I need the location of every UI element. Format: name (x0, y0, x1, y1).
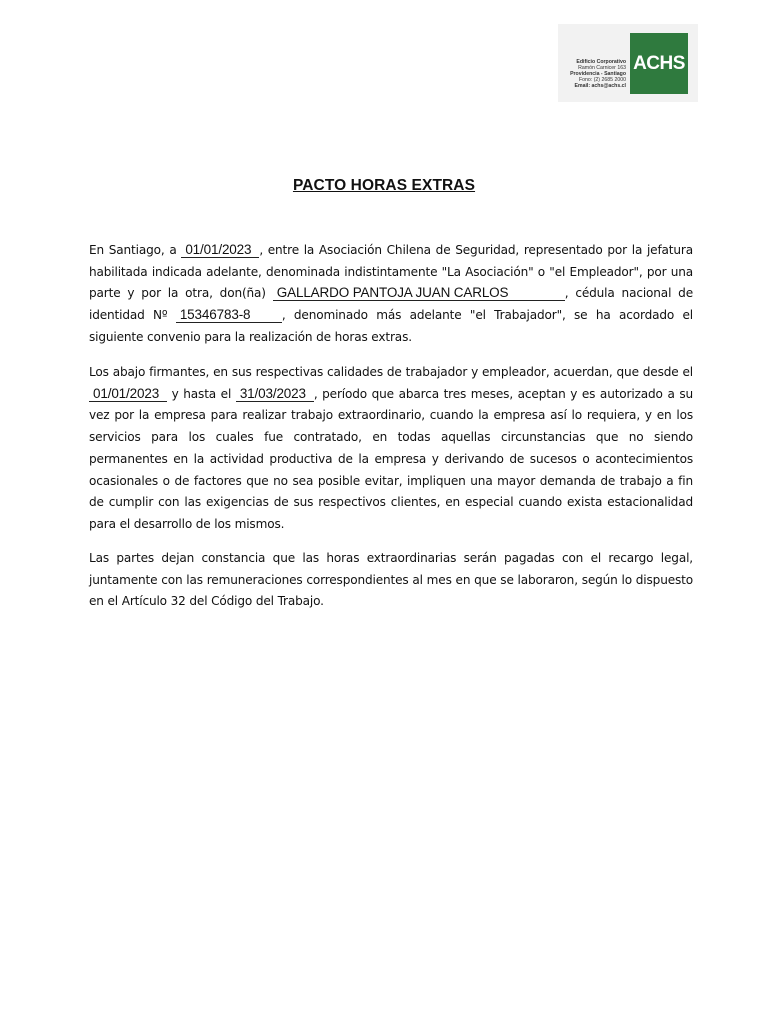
address-line: Fono: (2) 2685 2000 (578, 77, 626, 83)
address-line: Email: achs@achs.cl (574, 83, 626, 89)
paragraph-period (89, 362, 693, 536)
text-run: En Santiago, a (89, 243, 182, 257)
paragraph-parties (89, 240, 693, 349)
address-line: Ramón Carnicer 163 (578, 65, 626, 71)
field-fecha-desde: 01/01/2023 (89, 386, 167, 402)
field-fecha: 01/01/2023 (181, 242, 259, 258)
text-run: y hasta el (167, 386, 236, 401)
text-run: , denominado más adelante "el Trabajador", se ha acordado el siguiente convenio para la realización de horas extras. (89, 308, 693, 344)
text-run: Los abajo firmantes, en sus respectivas calidades de trabajador y empleador, acuerdan, que desde el (89, 365, 693, 379)
text-run: , entre la Asociación Chilena de Seguridad, representado por la jefatura habilitada indicada adelante, denominada indistintamente "La Asociación" o "el Empleador", por una parte y por la otra, don(ña) (89, 243, 693, 301)
field-rut: 15346783-8 (176, 307, 282, 323)
field-nombre-trabajador: GALLARDO PANTOJA JUAN CARLOS (273, 285, 565, 301)
address-line: Edificio Corporativo (576, 59, 626, 65)
text-run: , período que abarca tres meses, aceptan y es autorizado a su vez por la empresa para realizar trabajo extraordinario, cuando la empresa así lo requiera, y en los servicios para los cuales fue contratado, en todas aquellas circunstancias que no siendo permanentes en la actividad productiva de la empresa y derivando de sucesos o acontecimientos ocasionales o de factores que no sea posible evitar, impliquen una mayor demanda de trabajo a fin de cumplir con las exigencias de sus respectivos clientes, en especial cuando exista estacionalidad para el desarrollo de los mismos. (89, 386, 693, 531)
company-address (562, 59, 626, 89)
achs-logo: ACHS (630, 33, 688, 94)
document-title: PACTO HORAS EXTRAS (292, 177, 476, 194)
paragraph-payment: Las partes dejan constancia que las horas extraordinarias serán pagadas con el recargo legal, juntamente con las remuneraciones correspondientes al mes en que se laboraron, según lo dispuesto en el Artículo 32 del Código del Trabajo. (89, 551, 693, 609)
field-fecha-hasta: 31/03/2023 (236, 386, 314, 402)
address-line: Providencia - Santiago (570, 71, 626, 77)
text-run: , cédula nacional de identidad Nº (89, 286, 693, 323)
